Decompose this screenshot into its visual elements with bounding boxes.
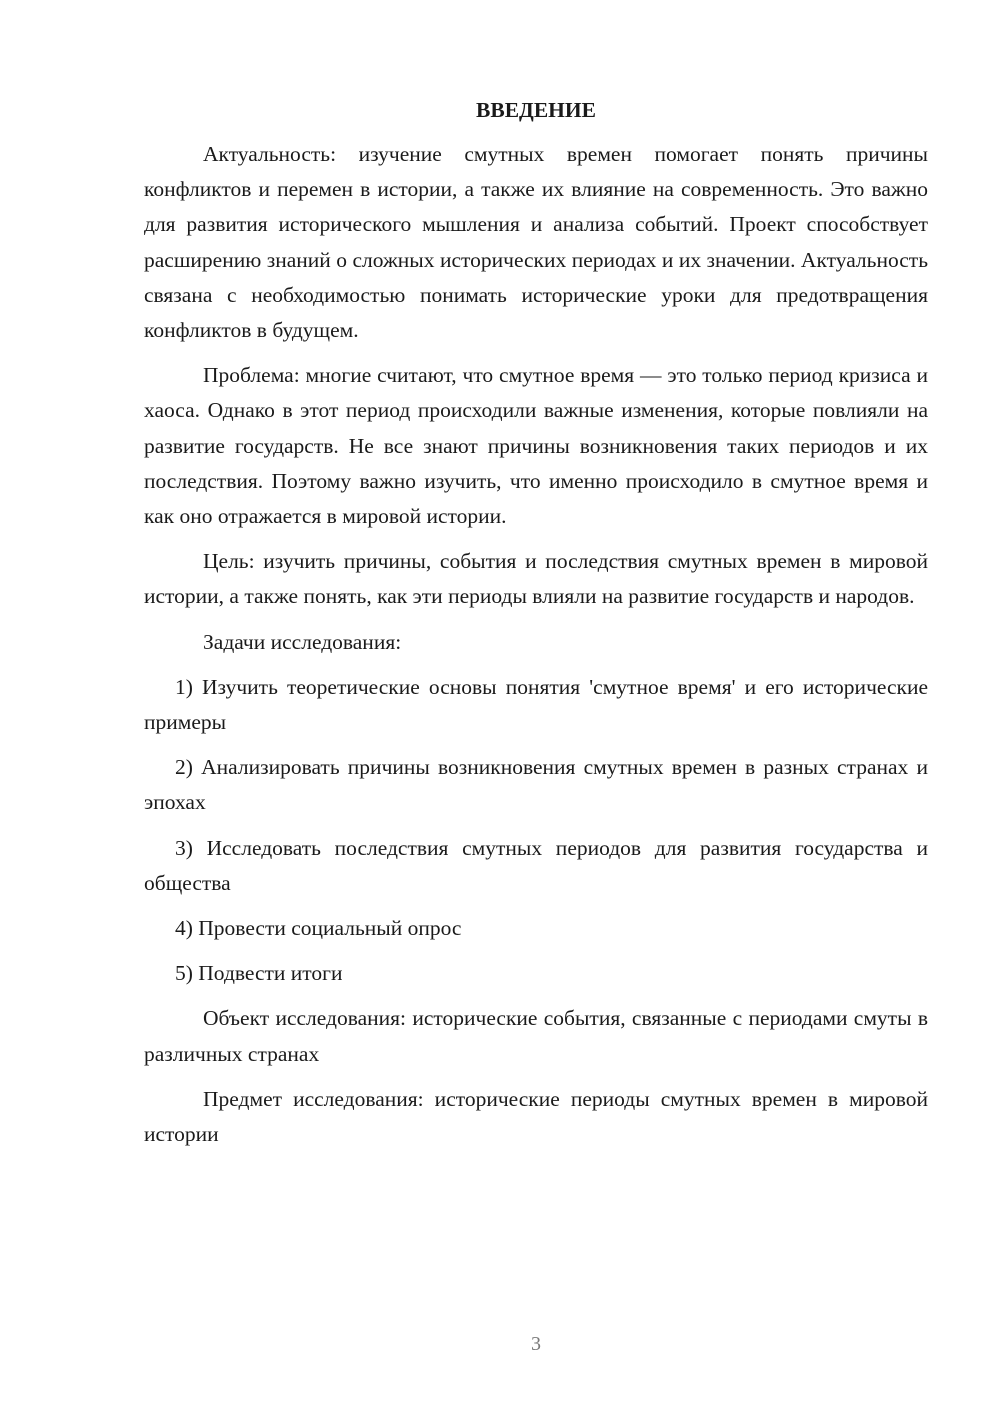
document-page [144, 95, 928, 1162]
subject-paragraph: Предмет исследования: исторические периоды смутных времен в мировой истории [144, 1086, 928, 1147]
relevance-paragraph: Актуальность: изучение смутных времен помогает понять причины конфликтов и перемен в истории, а также их влияние на современность. Это важно для развития исторического мышления и анализа событий. Проект способствует расширению знаний о сложных исторических периодах и их значении. Актуальность связана с необходимостью понимать исторические уроки для предотвращения конфликтов в будущем. [144, 142, 928, 343]
task-item-3: 3) Исследовать последствия смутных периодов для развития государства и общества [144, 835, 928, 895]
task-item-4: 4) Провести социальный опрос [175, 916, 462, 941]
section-heading: ВВЕДЕНИЕ [476, 98, 596, 122]
page-number: 3 [531, 1333, 541, 1355]
goal-paragraph: Цель: изучить причины, события и последствия смутных времен в мировой истории, а также понять, как эти периоды влияли на развитие государств и народов. [144, 549, 928, 609]
problem-paragraph: Проблема: многие считают, что смутное время — это только период кризиса и хаоса. Однако в этот период происходили важные изменения, которые повлияли на развитие государств. Не все знают причины возникновения таких периодов и их последствия. Поэтому важно изучить, что именно происходило в смутное время и как оно отражается в мировой истории. [144, 363, 928, 529]
task-item-5: 5) Подвести итоги [175, 961, 343, 986]
task-item-2: 2) Анализировать причины возникновения смутных времен в разных странах и эпохах [144, 755, 928, 815]
tasks-heading: Задачи исследования: [203, 629, 402, 654]
task-item-1: 1) Изучить теоретические основы понятия 'смутное время' и его исторические примеры [144, 674, 928, 735]
object-paragraph: Объект исследования: исторические события, связанные с периодами смуты в различных странах [144, 1006, 928, 1066]
